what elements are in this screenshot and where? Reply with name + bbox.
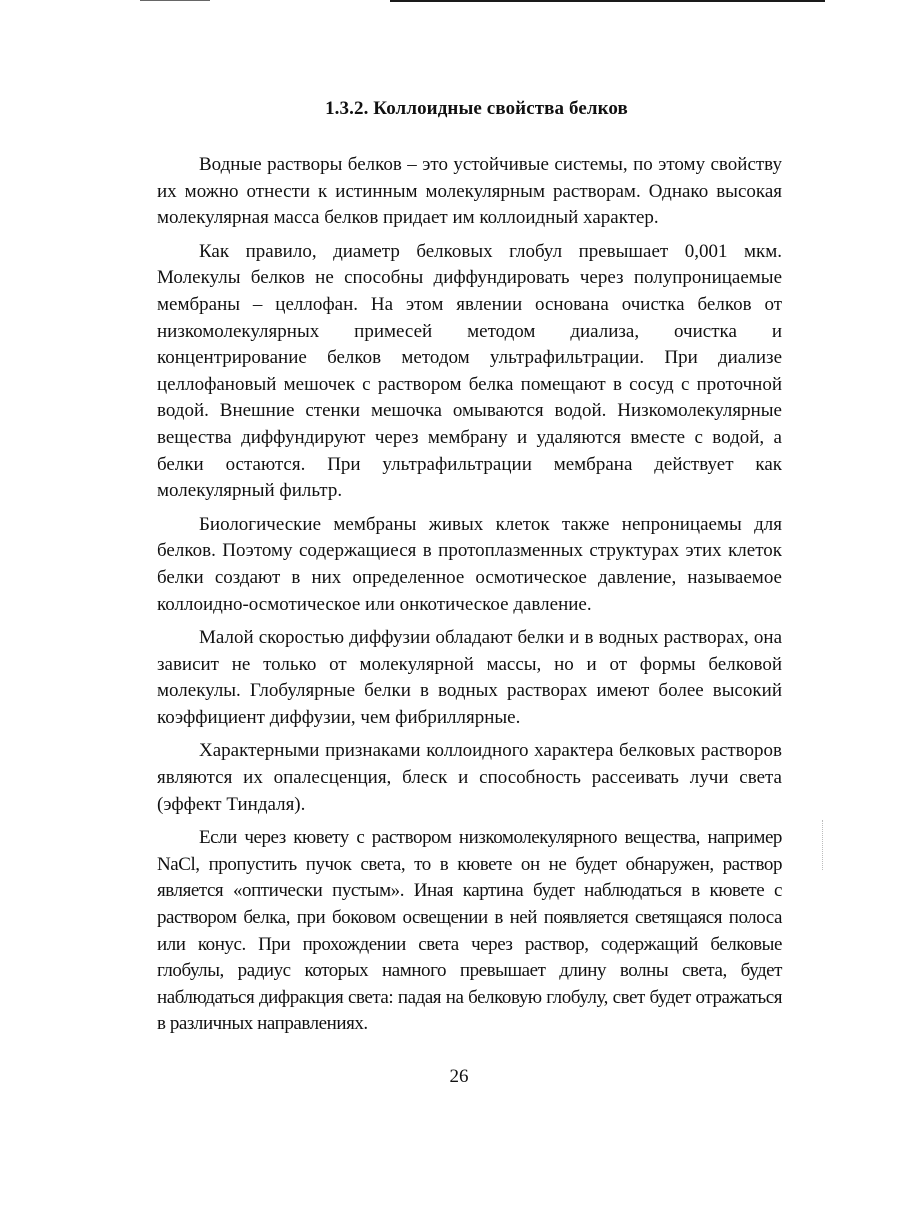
paragraph-6: Если через кювету с раствором низкомолекулярного вещества, например NaCl, пропустить пучок света, то в кювете он не будет обнаружен, раствор является «оптически пустым». Иная картина будет наблюдаться в кювете с раствором белка, при боковом освещении в ней появляется светящаяся полоса или конус. При прохождении света через раствор, содержащий белковые глобулы, радиус которых намного превышает длину волны света, будет наблюдаться дифракция света: падая на белковую глобулу, свет будет отражаться в различных направлениях. [157,827,782,1035]
section-heading: 1.3.2. Коллоидные свойства белков [325,98,628,119]
paragraph-5: Характерными признаками коллоидного характера белковых растворов являются их опалесценция, блеск и способность рассеивать лучи света (эффект Тиндаля). [157,740,782,815]
scan-speckles [822,820,827,870]
paragraph-3: Биологические мембраны живых клеток также непроницаемы для белков. Поэтому содержащиеся в протоплазменных структурах этих клеток белки создают в них определенное осмотическое давление, называемое коллоидно-осмотическое или онкотическое давление. [157,513,782,615]
page-body [157,98,782,1045]
top-rule-right [390,0,825,2]
page-number: 26 [449,1066,469,1087]
paragraph-2: Как правило, диаметр белковых глобул превышает 0,001 мкм. Молекулы белков не способны диффундировать через полупроницаемые мембраны – целлофан. На этом явлении основана очистка белков от низкомолекулярных примесей методом диализа, очистка и концентрирование белков методом ультрафильтрации. При диализе целлофановый мешочек с раствором белка помещают в сосуд с проточной водой. Внешние стенки мешочка омываются водой. Низкомолекулярные вещества диффундируют через мембрану и удаляются вместе с водой, а белки остаются. При ультрафильтрации мембрана действует как молекулярный фильтр. [157,240,782,502]
paragraph-1: Водные растворы белков – это устойчивые системы, по этому свойству их можно отнести к истинным молекулярным растворам. Однако высокая молекулярная масса белков придает им коллоидный характер. [157,154,782,229]
top-rule-left [140,0,210,1]
paragraph-4: Малой скоростью диффузии обладают белки и в водных растворах, она зависит не только от молекулярной массы, но и от формы белковой молекулы. Глобулярные белки в водных растворах имеют более высокий коэффициент диффузии, чем фибриллярные. [157,627,782,728]
